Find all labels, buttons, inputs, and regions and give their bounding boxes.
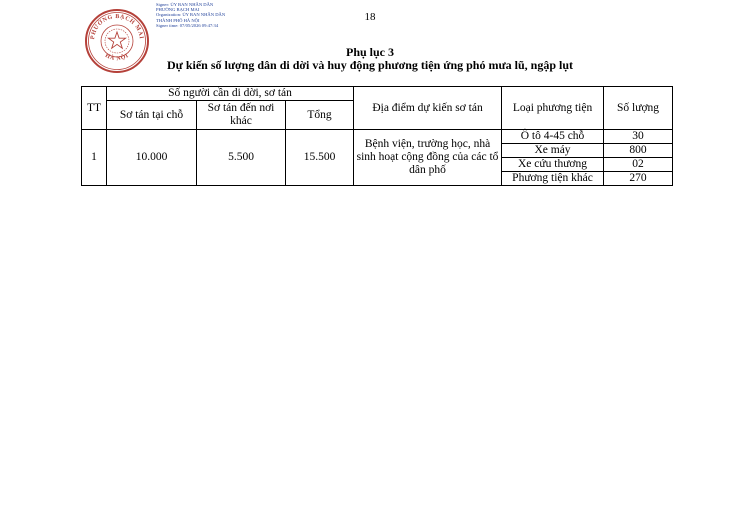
cell-vehicle-type: Xe cứu thương bbox=[502, 158, 604, 172]
header-row bbox=[82, 87, 673, 101]
signature-line: Organization: ỦY BAN NHÂN DÂN bbox=[156, 12, 226, 18]
cell-vehicle-type: Ô tô 4-45 chỗ bbox=[502, 130, 604, 144]
cell-vehicle-quantity: 02 bbox=[604, 158, 673, 172]
header-vehicle-type: Loại phương tiện bbox=[502, 87, 604, 130]
signature-line: Signer: ỦY BAN NHÂN DÂN bbox=[156, 2, 214, 7]
cell-total: 15.500 bbox=[286, 130, 354, 186]
cell-vehicle-type: Xe máy bbox=[502, 144, 604, 158]
evacuation-table bbox=[81, 86, 673, 186]
cell-vehicle-type: Phương tiện khác bbox=[502, 172, 604, 186]
page-number: 18 bbox=[364, 11, 376, 23]
signature-line: Signer time: 07/05/2026 09:47:34 bbox=[156, 22, 219, 28]
cell-on-site: 10.000 bbox=[107, 130, 197, 186]
cell-vehicle-quantity: 800 bbox=[604, 144, 673, 158]
signature-line: PHƯỜNG BẠCH MAI bbox=[156, 7, 200, 13]
page-subtitle: Dự kiến số lượng dân di dời và huy động phương tiện ứng phó mưa lũ, ngập lụt bbox=[166, 58, 574, 72]
seal-text-bottom: HÀ NỘI bbox=[103, 52, 131, 63]
header-on-site: Sơ tán tại chỗ bbox=[107, 101, 197, 130]
header-location: Địa điểm dự kiến sơ tán bbox=[354, 87, 502, 130]
cell-vehicle-quantity: 30 bbox=[604, 130, 673, 144]
table-row bbox=[82, 130, 673, 144]
page-title: Phụ lục 3 bbox=[345, 45, 394, 59]
cell-location: Bệnh viện, trường học, nhà sinh hoạt cộng đồng của các tổ dân phố bbox=[354, 130, 502, 186]
cell-elsewhere: 5.500 bbox=[197, 130, 286, 186]
signature-line: THÀNH PHỐ HÀ NỘI bbox=[156, 17, 200, 23]
header-tt: TT bbox=[82, 87, 107, 130]
header-total: Tổng bbox=[286, 101, 354, 130]
header-people-group: Số người cần di dời, sơ tán bbox=[107, 87, 354, 101]
cell-vehicle-quantity: 270 bbox=[604, 172, 673, 186]
cell-tt: 1 bbox=[82, 130, 107, 186]
seal-text-top: PHƯỜNG BẠCH MAI bbox=[90, 13, 144, 40]
header-quantity: Số lượng bbox=[604, 87, 673, 130]
header-elsewhere: Sơ tán đến nơi khác bbox=[197, 101, 286, 130]
